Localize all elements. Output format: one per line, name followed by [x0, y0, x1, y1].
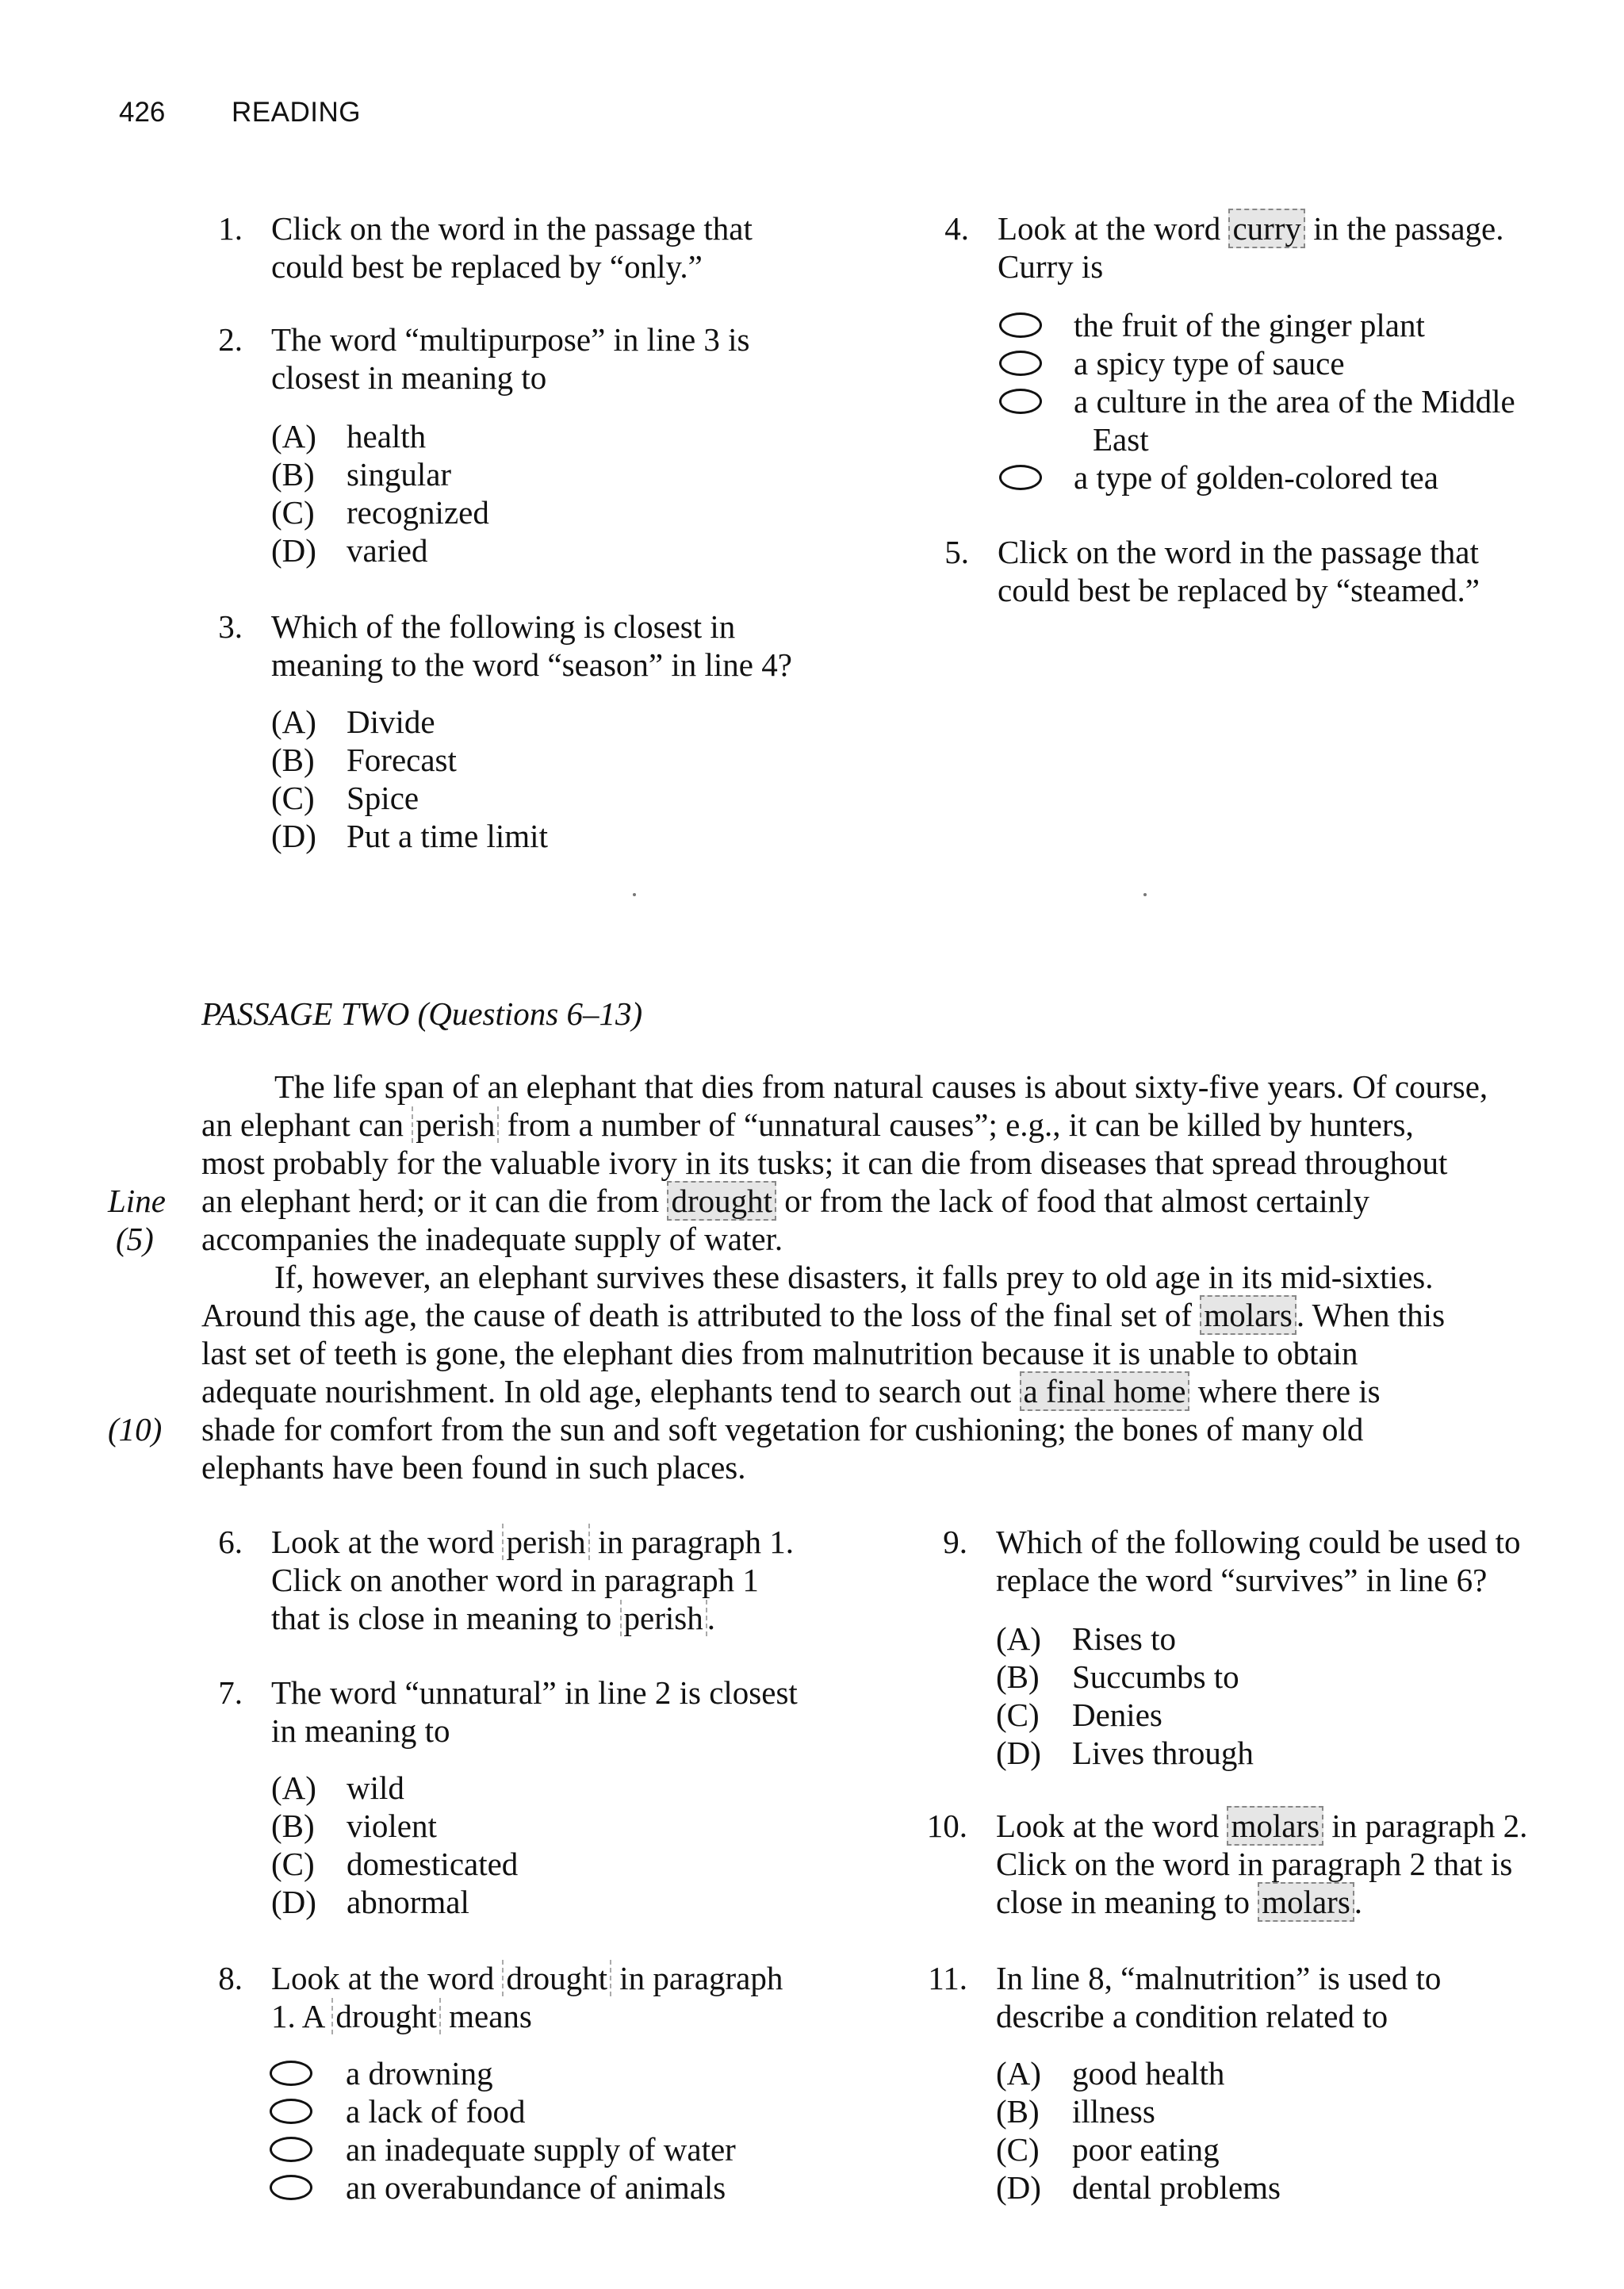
- question-text-part: that is close in meaning to: [271, 1600, 620, 1636]
- option-letter: (A): [996, 1620, 1041, 1657]
- answer-option[interactable]: health: [347, 418, 427, 454]
- answer-option[interactable]: an inadequate supply of water: [346, 2131, 736, 2168]
- question-number: 5.: [944, 534, 969, 570]
- highlighted-word-molars[interactable]: molars: [1200, 1295, 1297, 1335]
- question-text-part: 1. A: [271, 1998, 332, 2034]
- radio-oval-option-3[interactable]: [999, 389, 1042, 414]
- question-text: in meaning to: [271, 1712, 450, 1749]
- answer-option-continued: East: [1093, 421, 1149, 458]
- passage-line: elephants have been found in such places.: [201, 1449, 746, 1486]
- question-text-part: .: [707, 1600, 715, 1636]
- question-text: Click on the word in paragraph 2 that is: [996, 1846, 1513, 1882]
- question-text: Click on another word in paragraph 1: [271, 1562, 759, 1598]
- question-number: 8.: [218, 1960, 243, 1996]
- question-text-part: close in meaning to: [996, 1884, 1258, 1920]
- question-text-part: in paragraph 1.: [589, 1524, 794, 1560]
- answer-option[interactable]: a type of golden-colored tea: [1074, 459, 1438, 496]
- question-text: could best be replaced by “only.”: [271, 248, 703, 285]
- option-letter: (B): [996, 1658, 1040, 1695]
- answer-option[interactable]: domesticated: [347, 1846, 519, 1882]
- answer-option[interactable]: dental problems: [1072, 2169, 1281, 2206]
- question-text: meaning to the word “season” in line 4?: [271, 646, 792, 683]
- passage-text: or from the lack of food that almost certainly: [776, 1183, 1369, 1219]
- option-letter: (D): [996, 1735, 1041, 1771]
- scan-speck: [633, 893, 636, 896]
- highlighted-word-molars[interactable]: molars: [1258, 1882, 1354, 1922]
- question-text: Click on the word in the passage that: [998, 534, 1479, 570]
- highlighted-word-curry[interactable]: curry: [1228, 209, 1305, 248]
- question-text: describe a condition related to: [996, 1998, 1388, 2034]
- option-letter: (A): [271, 1769, 316, 1806]
- passage-heading: PASSAGE TWO (Questions 6–13): [201, 995, 643, 1032]
- passage-text: an elephant herd; or it can die from: [201, 1183, 668, 1219]
- question-number: 10.: [926, 1808, 967, 1844]
- section-title: READING: [232, 97, 361, 128]
- question-number: 2.: [218, 321, 243, 358]
- answer-option[interactable]: varied: [347, 532, 428, 569]
- passage-text: adequate nourishment. In old age, elephants tend to search out: [201, 1373, 1020, 1409]
- question-text: [271, 1959, 783, 1997]
- question-text: [271, 1997, 532, 2035]
- line-marker-5: (5): [116, 1221, 154, 1257]
- radio-oval-option-2[interactable]: [270, 2099, 312, 2124]
- question-text-part: Look at the word: [271, 1524, 503, 1560]
- question-number: 3.: [218, 608, 243, 645]
- question-text: closest in meaning to: [271, 359, 547, 396]
- highlighted-word-perish[interactable]: perish: [412, 1106, 499, 1143]
- option-letter: (D): [271, 532, 316, 569]
- answer-option[interactable]: a spicy type of sauce: [1074, 345, 1345, 382]
- question-number: 1.: [218, 210, 243, 247]
- passage-text: an elephant can: [201, 1106, 412, 1143]
- answer-option[interactable]: poor eating: [1072, 2131, 1220, 2168]
- option-letter: (D): [271, 818, 316, 854]
- option-letter: (B): [996, 2093, 1040, 2130]
- highlighted-word-perish[interactable]: perish: [502, 1524, 589, 1560]
- question-text-part: in paragraph 2.: [1323, 1808, 1528, 1844]
- question-text-part: .: [1354, 1884, 1363, 1920]
- option-letter: (A): [271, 704, 316, 740]
- option-letter: (A): [996, 2055, 1041, 2092]
- question-text: Click on the word in the passage that: [271, 210, 753, 247]
- question-text-part: Look at the word: [998, 210, 1229, 247]
- answer-option[interactable]: Spice: [347, 780, 419, 816]
- question-text: [998, 209, 1503, 247]
- passage-line: [201, 1372, 1381, 1410]
- passage-line: last set of teeth is gone, the elephant dies from malnutrition because it is unable to obtain: [201, 1335, 1358, 1371]
- question-text: The word “unnatural” in line 2 is closest: [271, 1674, 798, 1711]
- question-number: 4.: [944, 210, 969, 247]
- answer-option[interactable]: abnormal: [347, 1884, 469, 1920]
- question-text: [271, 1599, 715, 1637]
- option-letter: (C): [271, 1846, 315, 1882]
- answer-option[interactable]: illness: [1072, 2093, 1155, 2130]
- radio-oval-option-3[interactable]: [270, 2137, 312, 2162]
- line-label: Line: [108, 1183, 166, 1219]
- answer-option[interactable]: good health: [1072, 2055, 1225, 2092]
- highlighted-word-perish[interactable]: perish: [620, 1600, 707, 1636]
- answer-option[interactable]: Denies: [1072, 1697, 1162, 1733]
- radio-oval-option-4[interactable]: [999, 465, 1042, 490]
- answer-option[interactable]: Forecast: [347, 742, 457, 778]
- answer-option[interactable]: an overabundance of animals: [346, 2169, 726, 2206]
- highlighted-word-drought[interactable]: drought: [502, 1960, 611, 1996]
- question-text: Which of the following is closest in: [271, 608, 736, 645]
- question-text: In line 8, “malnutrition” is used to: [996, 1960, 1442, 1996]
- question-number: 7.: [218, 1674, 243, 1711]
- question-text-part: means: [440, 1998, 532, 2034]
- line-marker-10: (10): [108, 1411, 163, 1447]
- passage-line: shade for comfort from the sun and soft vegetation for cushioning; the bones of many old: [201, 1411, 1364, 1447]
- answer-option[interactable]: Put a time limit: [347, 818, 548, 854]
- answer-option[interactable]: wild: [347, 1769, 404, 1806]
- answer-option[interactable]: Lives through: [1072, 1735, 1254, 1771]
- highlighted-word-molars[interactable]: molars: [1227, 1806, 1323, 1846]
- passage-text: where there is: [1189, 1373, 1381, 1409]
- passage-line: [201, 1296, 1445, 1334]
- question-text: replace the word “survives” in line 6?: [996, 1562, 1488, 1598]
- option-letter: (C): [271, 780, 315, 816]
- answer-option[interactable]: Divide: [347, 704, 435, 740]
- question-text-part: Look at the word: [271, 1960, 503, 1996]
- option-letter: (D): [996, 2169, 1041, 2206]
- passage-text: Around this age, the cause of death is attributed to the loss of the final set of: [201, 1297, 1201, 1333]
- highlighted-phrase-final-home[interactable]: a final home: [1020, 1371, 1190, 1411]
- radio-oval-option-1[interactable]: [999, 312, 1042, 338]
- page-number: 426: [119, 97, 166, 128]
- passage-text: from a number of “unnatural causes”; e.g., it can be killed by hunters,: [499, 1106, 1414, 1143]
- question-text: [271, 1523, 794, 1561]
- question-text: Which of the following could be used to: [996, 1524, 1521, 1560]
- passage-line: The life span of an elephant that dies from natural causes is about sixty-five years. Of course,: [274, 1068, 1488, 1105]
- question-number: 11.: [928, 1960, 967, 1996]
- option-letter: (B): [271, 1808, 315, 1844]
- option-letter: (C): [271, 494, 315, 531]
- question-text-part: in the passage.: [1305, 210, 1504, 247]
- passage-line: If, however, an elephant survives these disasters, it falls prey to old age in its mid-sixties.: [274, 1259, 1434, 1295]
- question-text: [996, 1883, 1362, 1921]
- answer-option[interactable]: violent: [347, 1808, 437, 1844]
- radio-oval-option-4[interactable]: [270, 2175, 312, 2200]
- question-text: could best be replaced by “steamed.”: [998, 572, 1480, 608]
- option-letter: (A): [271, 418, 316, 454]
- question-text: Curry is: [998, 248, 1104, 285]
- option-letter: (B): [271, 742, 315, 778]
- passage-line: [201, 1106, 1414, 1144]
- answer-option[interactable]: Succumbs to: [1072, 1658, 1239, 1695]
- option-letter: (C): [996, 1697, 1040, 1733]
- passage-line: accompanies the inadequate supply of water.: [201, 1221, 783, 1257]
- radio-oval-option-1[interactable]: [270, 2061, 312, 2086]
- answer-option[interactable]: a culture in the area of the Middle: [1074, 383, 1515, 420]
- option-letter: (D): [271, 1884, 316, 1920]
- radio-oval-option-2[interactable]: [999, 351, 1042, 376]
- answer-option[interactable]: recognized: [347, 494, 489, 531]
- question-number: 6.: [218, 1524, 243, 1560]
- question-number: 9.: [943, 1524, 967, 1560]
- answer-option[interactable]: a lack of food: [346, 2093, 526, 2130]
- passage-line: most probably for the valuable ivory in its tusks; it can die from diseases that spread throughout: [201, 1144, 1448, 1181]
- question-text: The word “multipurpose” in line 3 is: [271, 321, 750, 358]
- option-letter: (C): [996, 2131, 1040, 2168]
- answer-option[interactable]: singular: [347, 456, 452, 493]
- highlighted-word-drought[interactable]: drought: [667, 1181, 776, 1221]
- question-text-part: Look at the word: [996, 1808, 1228, 1844]
- highlighted-word-drought[interactable]: drought: [331, 1998, 441, 2034]
- answer-option[interactable]: the fruit of the ginger plant: [1074, 307, 1425, 343]
- answer-option[interactable]: a drowning: [346, 2055, 493, 2092]
- option-letter: (B): [271, 456, 315, 493]
- scan-speck: [1143, 893, 1147, 896]
- question-text-part: in paragraph: [611, 1960, 783, 1996]
- passage-line: [201, 1182, 1369, 1220]
- answer-option[interactable]: Rises to: [1072, 1620, 1176, 1657]
- passage-text: . When this: [1296, 1297, 1446, 1333]
- question-text: [996, 1807, 1527, 1845]
